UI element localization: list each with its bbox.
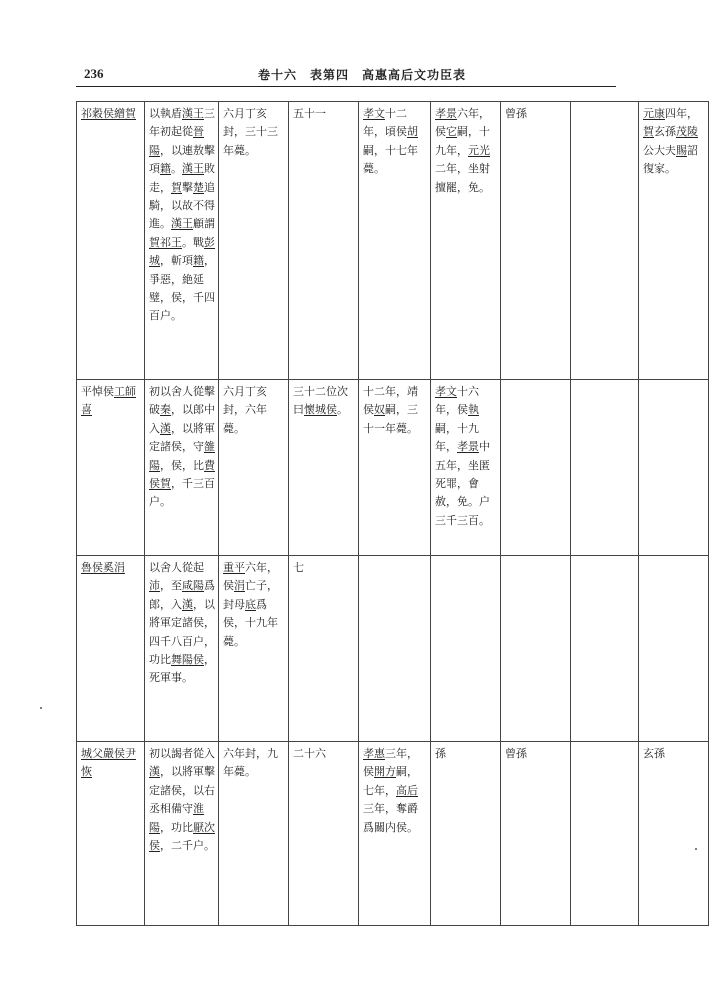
cell-text: 底 <box>245 597 256 611</box>
cell-text: 。戰 <box>182 235 204 249</box>
cell-text: 城父嚴侯 <box>81 747 125 760</box>
cell-text: 雒陽 <box>149 440 215 472</box>
cell-text: 追騎，以故不得進。 <box>149 180 215 231</box>
cell-text: 彭城 <box>149 235 215 268</box>
cell-text: 顧謂 <box>193 217 215 231</box>
cell-text: 玄孫 <box>654 125 676 139</box>
marquis-name-cell <box>77 742 145 926</box>
table-cell <box>501 556 571 742</box>
cell-text: 賜 <box>676 143 687 157</box>
table-cell <box>359 380 431 556</box>
table-cell <box>639 380 709 556</box>
table-cell <box>219 556 289 742</box>
cell-text: 嗣，十九年， <box>435 421 479 454</box>
table-cell <box>431 556 501 742</box>
cell-text: 敗走， <box>149 162 215 194</box>
cell-text: 籍 <box>193 254 204 268</box>
cell-text: 擊 <box>182 180 193 194</box>
table-cell <box>145 102 219 380</box>
table-cell <box>219 102 289 380</box>
running-title: 卷十六 表第四 高惠高后文功臣表 <box>258 68 467 82</box>
cell-text: 六年，侯 <box>223 561 278 593</box>
cell-text: 六月丁亥封，六年薨。 <box>223 385 267 435</box>
cell-text: 重平 <box>223 561 245 574</box>
cell-text: ，以郎中入 <box>149 403 215 435</box>
table-cell <box>431 742 501 926</box>
cell-text: 亡子，封母 <box>223 579 278 611</box>
cell-text: 祁穀侯繒賀 <box>81 107 136 120</box>
table-cell <box>431 102 501 380</box>
cell-text: 六年封，九年薨。 <box>223 747 278 779</box>
cell-text: 漢 <box>160 421 171 435</box>
cell-text: 賀 <box>643 125 654 139</box>
cell-text: 元光 <box>468 143 490 157</box>
cell-text: 元康 <box>643 107 665 120</box>
cell-text: ，至 <box>160 579 182 593</box>
page-number: 236 <box>84 66 104 81</box>
cell-text: 十二年，頃侯 <box>363 107 407 139</box>
table-cell <box>501 742 571 926</box>
marquis-name-cell <box>77 380 145 556</box>
cell-text: 漢 <box>182 597 193 611</box>
cell-text: 以舍人從起 <box>149 561 204 574</box>
cell-text: 懷城侯 <box>304 403 337 417</box>
table-cell <box>145 556 219 742</box>
cell-text: 十二年，靖侯 <box>363 385 418 417</box>
table-cell <box>571 742 639 926</box>
table-cell <box>219 380 289 556</box>
cell-text: ，侯，比 <box>160 458 204 472</box>
table-cell <box>289 742 359 926</box>
cell-text: ，爭惡，絶延璧，侯，千四百户。 <box>149 254 215 323</box>
table-row <box>77 102 709 380</box>
table-row <box>77 742 709 926</box>
cell-text: 費侯 <box>149 458 215 491</box>
cell-text: 六月丁亥封，三十三年薨。 <box>223 107 278 157</box>
cell-text: ，斬項 <box>160 254 193 268</box>
marquis-name-cell <box>77 556 145 742</box>
table-cell <box>501 380 571 556</box>
cell-text: 。 <box>337 403 348 417</box>
cell-text: 嗣，十九年， <box>435 125 490 157</box>
cell-text: 嗣，三十一年薨。 <box>363 403 418 435</box>
cell-text: 沛 <box>149 579 160 593</box>
cell-text: 魯侯 <box>81 561 103 574</box>
table-cell <box>431 380 501 556</box>
cell-text: 曾孫 <box>505 107 527 120</box>
cell-text: 嗣，七年， <box>363 765 418 797</box>
cell-text: 咸陽 <box>182 579 204 593</box>
cell-text: 漢王 <box>182 162 204 176</box>
cell-text: 漢王 <box>182 107 204 120</box>
cell-text: 玄孫 <box>643 747 665 760</box>
cell-text: 五十一 <box>293 107 326 120</box>
cell-text: 淮陽 <box>149 802 204 834</box>
cell-text: 曾孫 <box>505 747 527 760</box>
cell-text: 它 <box>446 125 457 139</box>
cell-text: 奴 <box>374 403 385 417</box>
cell-text: ，功比 <box>160 820 193 834</box>
cell-text: 賀 <box>171 180 182 194</box>
table-cell <box>639 556 709 742</box>
cell-text: 二年，坐射擅罷，免。 <box>435 162 490 194</box>
cell-text: 三十二位次曰 <box>293 385 348 417</box>
cell-text: 六年，侯 <box>435 107 490 139</box>
cell-text: ，以連敖擊項 <box>149 143 215 176</box>
cell-text: 開方 <box>374 765 396 779</box>
cell-text: 初以舍人從擊破 <box>149 385 215 417</box>
table-cell <box>289 556 359 742</box>
table-cell <box>359 556 431 742</box>
cell-text: 詔復家。 <box>643 143 698 176</box>
cell-text: 四年， <box>665 107 698 120</box>
cell-text: 孝景 <box>435 107 457 120</box>
cell-text: 漢 <box>149 765 160 779</box>
cell-text: 孝景 <box>457 440 479 454</box>
marquis-name-cell <box>77 102 145 380</box>
cell-text: 爲侯，十九年薨。 <box>223 597 278 648</box>
table-cell <box>571 380 639 556</box>
table-row <box>77 556 709 742</box>
cell-text: 孝文 <box>363 107 385 120</box>
table-cell <box>289 380 359 556</box>
cell-text: 初以謁者從入 <box>149 747 215 760</box>
table-cell <box>289 102 359 380</box>
cell-text: 十六年，侯 <box>435 385 479 417</box>
cell-text: 胡 <box>407 125 418 139</box>
cell-text: 秦 <box>160 403 171 417</box>
table-cell <box>359 102 431 380</box>
header-rule <box>76 86 616 87</box>
cell-text: 公大夫 <box>643 143 676 157</box>
cell-text: ，以將軍擊定諸侯，以右丞相備守 <box>149 765 215 816</box>
cell-text: 孝文 <box>435 385 457 398</box>
table-cell <box>571 102 639 380</box>
cell-text: 以執盾 <box>149 107 182 120</box>
table-row <box>77 380 709 556</box>
table-cell <box>571 556 639 742</box>
cell-text: 三年，侯 <box>363 747 418 779</box>
table-cell <box>639 742 709 926</box>
cell-text: 嗣，十七年薨。 <box>363 143 418 176</box>
cell-text: 三年，奪爵爲關内侯。 <box>363 802 418 834</box>
merit-table <box>76 101 709 926</box>
table-cell <box>219 742 289 926</box>
cell-text: 孫 <box>435 747 446 760</box>
cell-text: 尹恢 <box>81 747 136 779</box>
scan-speck <box>40 707 42 709</box>
cell-text: 厭次侯 <box>149 820 215 853</box>
cell-text: 奚涓 <box>103 561 125 574</box>
cell-text: 中五年，坐匿死罪，會赦，免。户三千三百。 <box>435 440 490 527</box>
cell-text: 七 <box>293 561 304 574</box>
cell-text: 工師喜 <box>81 385 136 417</box>
table-cell <box>145 380 219 556</box>
cell-text: 漢王 <box>171 217 193 231</box>
cell-text: ，死軍事。 <box>149 653 215 685</box>
cell-text: ，二千户。 <box>160 839 215 853</box>
cell-text: 三年初起從 <box>149 107 215 139</box>
cell-text: ，千三百户。 <box>149 477 215 509</box>
table-cell <box>359 742 431 926</box>
cell-text: 舞陽侯 <box>171 653 204 667</box>
cell-text: 。 <box>171 162 182 176</box>
cell-text: 孝惠 <box>363 747 385 760</box>
cell-text: 二十六 <box>293 747 326 760</box>
cell-text: 執 <box>468 403 479 417</box>
cell-text: ，以將軍定諸侯，四千八百户，功比 <box>149 597 215 667</box>
cell-text: 楚 <box>193 180 204 194</box>
cell-text: 賀 <box>149 235 160 249</box>
cell-text: 涓 <box>234 579 245 593</box>
cell-text: 平悼侯 <box>81 385 114 398</box>
cell-text: 高后 <box>396 783 418 797</box>
cell-text: 茂陵 <box>676 125 698 139</box>
cell-text: 賀 <box>160 477 171 491</box>
scan-speck <box>695 848 697 850</box>
cell-text: 爲郎，入 <box>149 579 215 611</box>
table-cell <box>501 102 571 380</box>
cell-text: ，以將軍定諸侯，守 <box>149 421 215 454</box>
cell-text: 祁王 <box>160 235 182 249</box>
cell-text: 籍 <box>160 162 171 176</box>
cell-text: 晉陽 <box>149 125 204 157</box>
table-cell <box>639 102 709 380</box>
table-cell <box>145 742 219 926</box>
